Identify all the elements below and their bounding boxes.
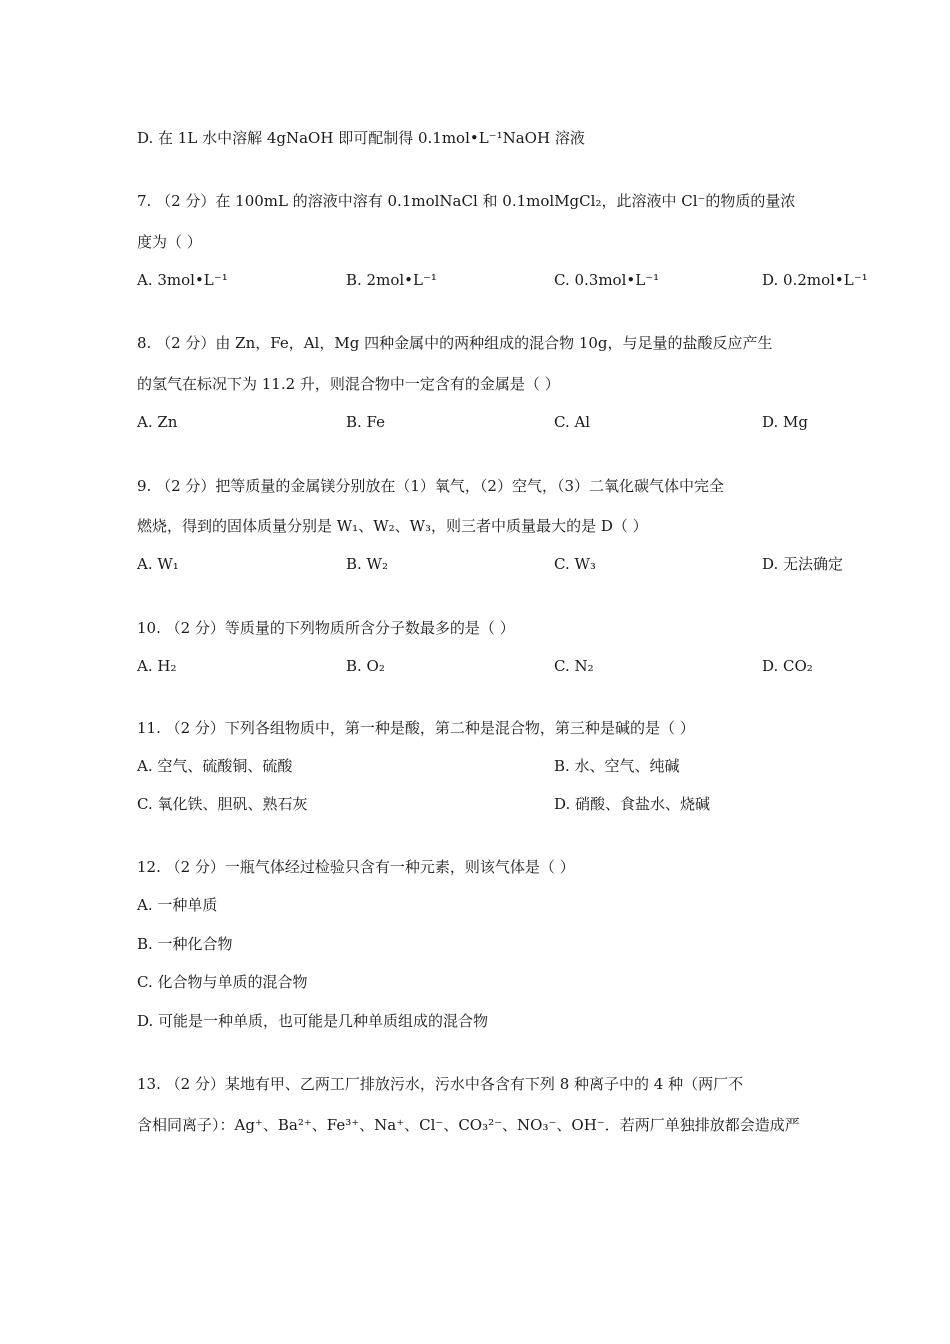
question-10-option-a: A. H₂ <box>137 657 177 675</box>
question-12-option-c: C. 化合物与单质的混合物 <box>137 973 308 991</box>
question-8-option-a: A. Zn <box>137 413 178 431</box>
question-12-option-a: A. 一种单质 <box>137 896 218 914</box>
question-13-stem-line-1: 13. （2 分）某地有甲、乙两工厂排放污水，污水中各含有下列 8 种离子中的 4 种（两厂不 <box>137 1075 744 1093</box>
question-13-stem-line-2: 含相同离子）：Ag⁺、Ba²⁺、Fe³⁺、Na⁺、Cl⁻、CO₃²⁻、NO₃⁻、OH⁻．若两厂单独排放都会造成严 <box>137 1116 800 1134</box>
question-10-option-c: C. N₂ <box>554 657 594 675</box>
question-8-option-c: C. Al <box>554 413 591 431</box>
question-8-option-d: D. Mg <box>762 413 808 431</box>
question-10-option-b: B. O₂ <box>346 657 385 675</box>
question-9-stem-line-2: 燃烧，得到的固体质量分别是 W₁、W₂、W₃，则三者中质量最大的是 D（ ） <box>137 517 648 535</box>
question-7-option-a: A. 3mol•L⁻¹ <box>137 271 228 289</box>
question-11-option-a: A. 空气、硫酸铜、硫酸 <box>137 757 293 775</box>
question-6-option-d: D. 在 1L 水中溶解 4gNaOH 即可配制得 0.1mol•L⁻¹NaOH 溶液 <box>137 129 585 147</box>
question-9-option-b: B. W₂ <box>346 555 388 573</box>
question-7-option-c: C. 0.3mol•L⁻¹ <box>554 271 660 289</box>
question-11-option-b: B. 水、空气、纯碱 <box>554 757 680 775</box>
question-8-option-b: B. Fe <box>346 413 386 431</box>
question-11-stem: 11. （2 分）下列各组物质中，第一种是酸，第二种是混合物，第三种是碱的是（ ） <box>137 719 695 737</box>
question-12-option-d: D. 可能是一种单质，也可能是几种单质组成的混合物 <box>137 1012 489 1030</box>
question-11-option-c: C. 氧化铁、胆矾、熟石灰 <box>137 795 308 813</box>
question-7-option-d: D. 0.2mol•L⁻¹ <box>762 271 868 289</box>
question-10-stem: 10. （2 分）等质量的下列物质所含分子数最多的是（ ） <box>137 619 515 637</box>
question-12-option-b: B. 一种化合物 <box>137 935 233 953</box>
question-8-stem-line-1: 8. （2 分）由 Zn，Fe，Al，Mg 四种金属中的两种组成的混合物 10g，与足量的盐酸反应产生 <box>137 334 773 352</box>
question-9-option-c: C. W₃ <box>554 555 596 573</box>
question-7-stem-line-2: 度为（ ） <box>137 233 202 251</box>
question-9-stem-line-1: 9. （2 分）把等质量的金属镁分别放在（1）氧气，（2）空气，（3）二氧化碳气体中完全 <box>137 477 725 495</box>
question-12-stem: 12. （2 分）一瓶气体经过检验只含有一种元素，则该气体是（ ） <box>137 858 575 876</box>
question-7-stem-line-1: 7. （2 分）在 100mL 的溶液中溶有 0.1molNaCl 和 0.1molMgCl₂，此溶液中 Cl⁻的物质的量浓 <box>137 192 796 210</box>
question-8-stem-line-2: 的氢气在标况下为 11.2 升，则混合物中一定含有的金属是（ ） <box>137 375 560 393</box>
question-9-option-a: A. W₁ <box>137 555 179 573</box>
question-9-option-d: D. 无法确定 <box>762 555 844 573</box>
question-10-option-d: D. CO₂ <box>762 657 813 675</box>
question-11-option-d: D. 硝酸、食盐水、烧碱 <box>554 795 711 813</box>
question-7-option-b: B. 2mol•L⁻¹ <box>346 271 437 289</box>
